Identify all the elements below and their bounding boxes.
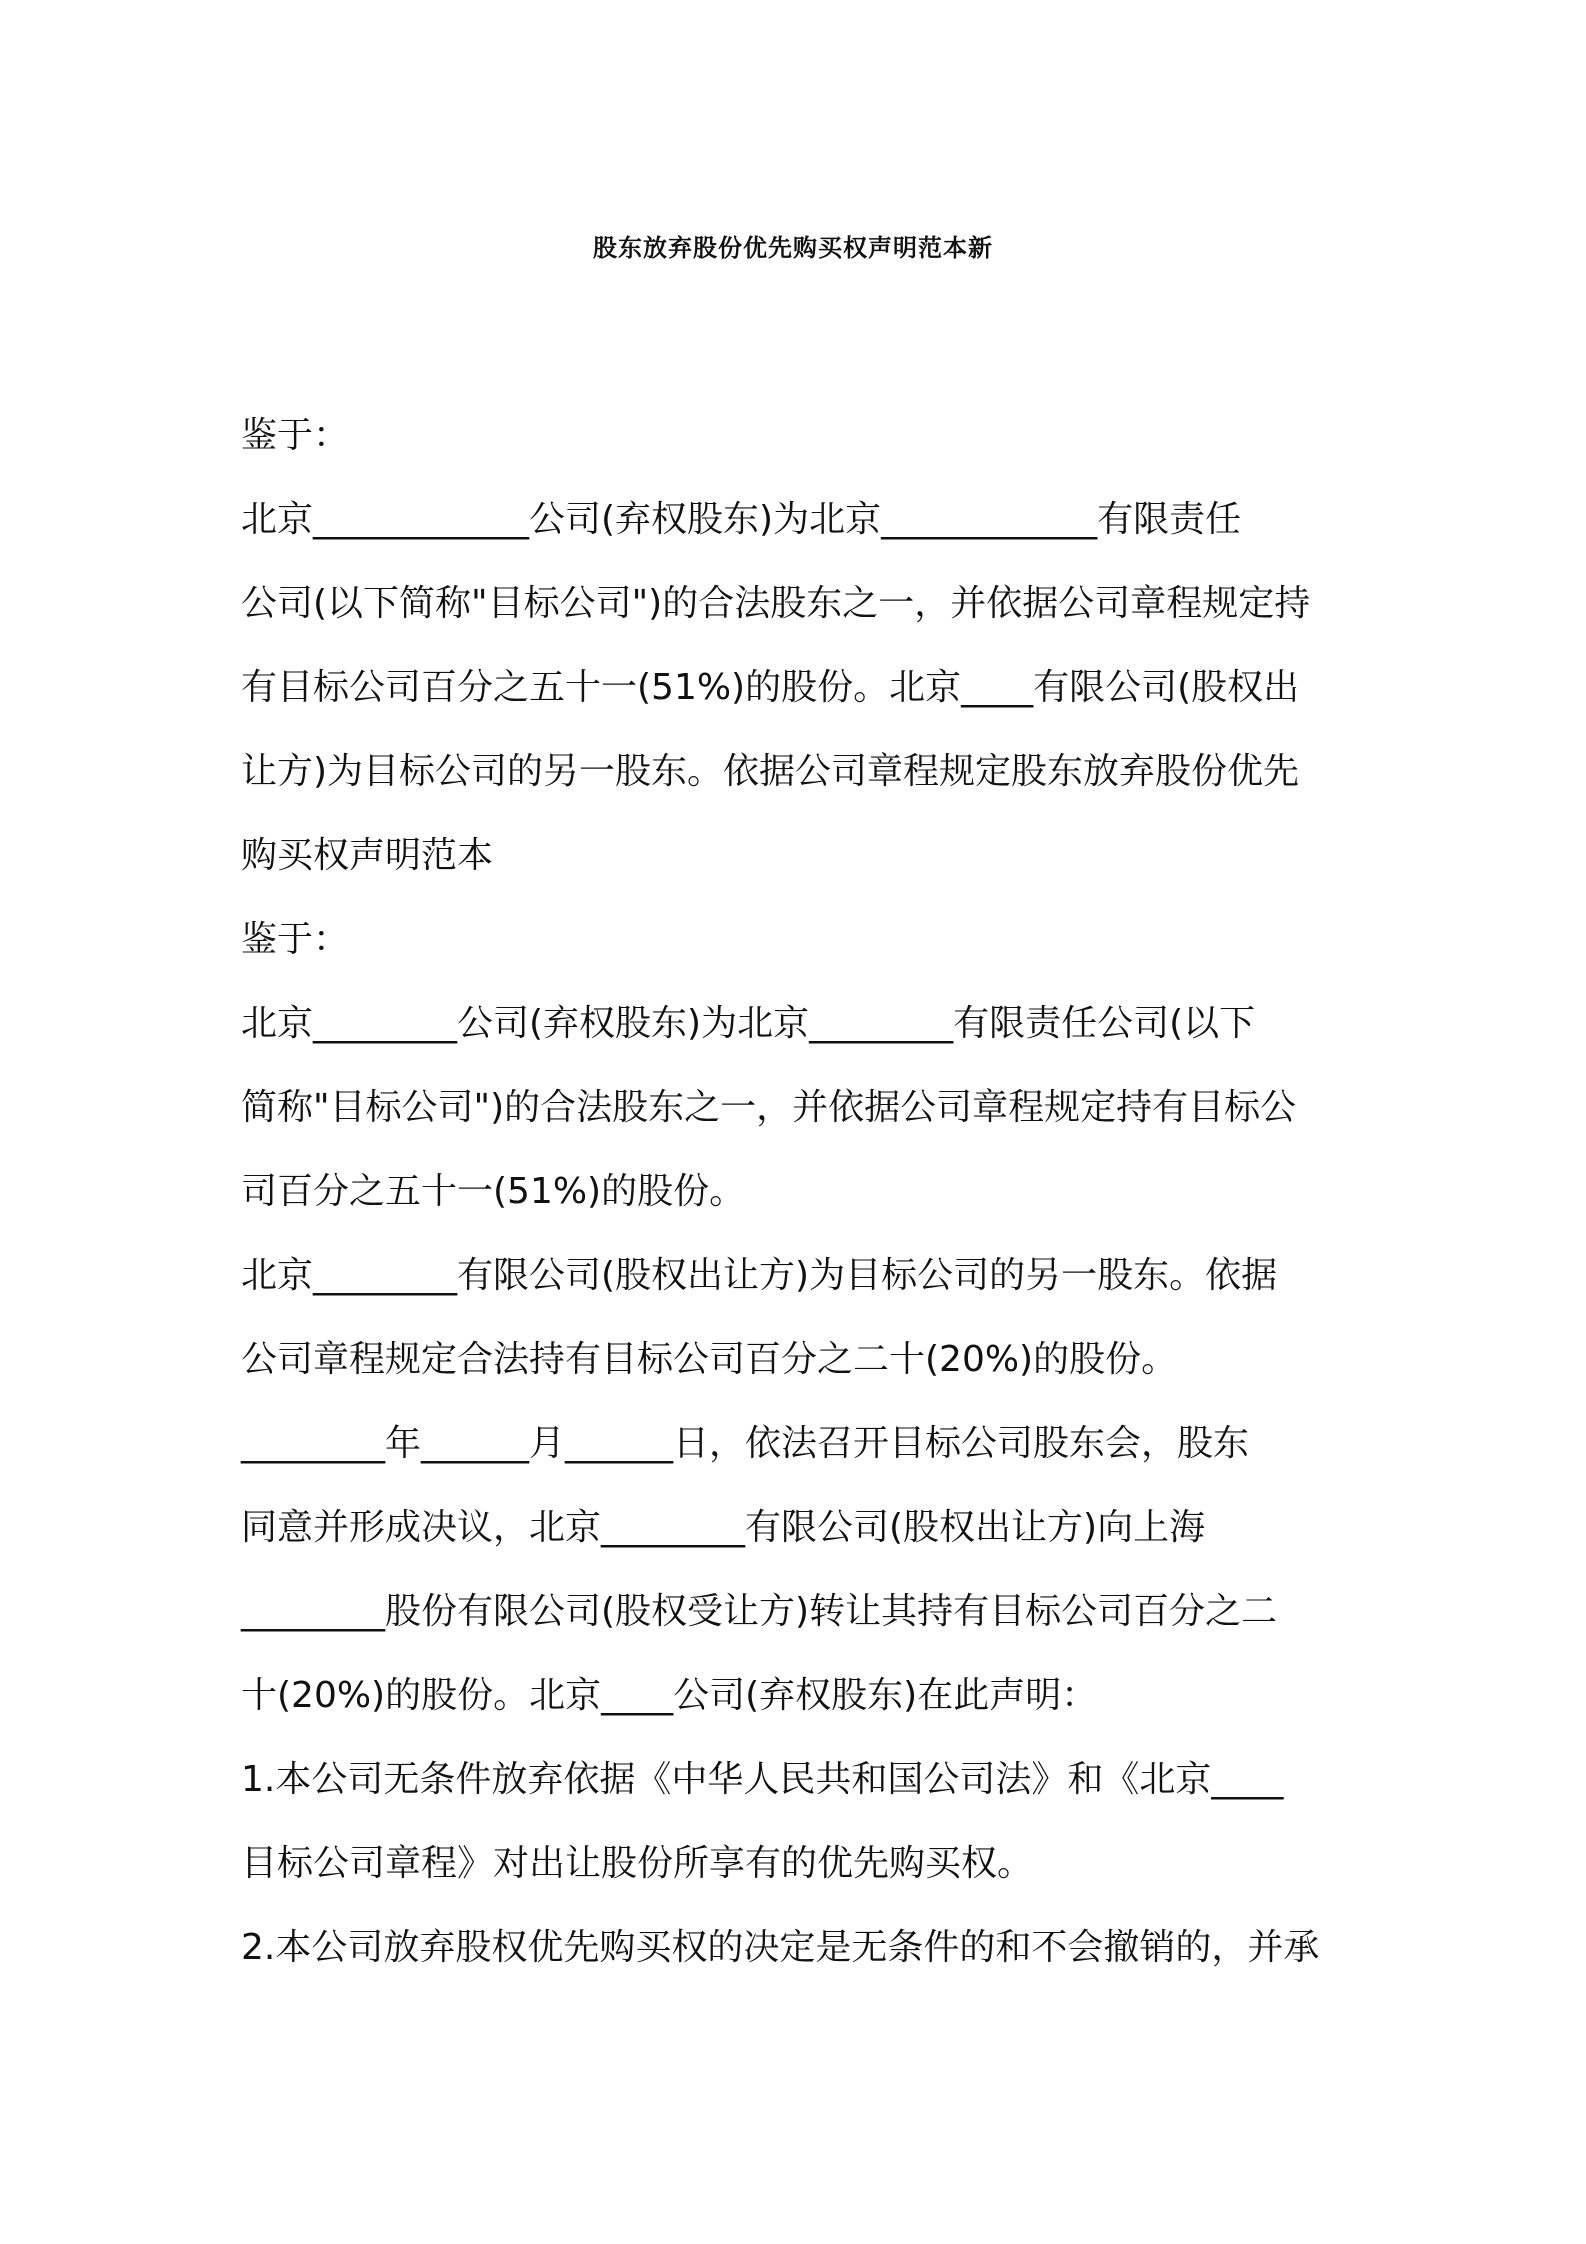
paragraph-line: 公司章程规定合法持有目标公司百分之二十(20%)的股份。 [241,1339,1178,1380]
paragraph-line: 有目标公司百分之五十一(51%)的股份。北京____有限公司(股权出 [241,667,1300,708]
paragraph-line: 北京________有限公司(股权出让方)为目标公司的另一股东。依据 [241,1255,1278,1296]
paragraph-line: 公司(以下简称"目标公司")的合法股东之一，并依据公司章程规定持 [241,583,1311,624]
paragraph-line: ________股份有限公司(股权受让方)转让其持有目标公司百分之二 [241,1591,1278,1632]
paragraph-line: 北京____________公司(弃权股东)为北京____________有限责任 [241,499,1242,540]
paragraph-line: 鉴于： [241,919,350,960]
document-title: 股东放弃股份优先购买权声明范本新 [593,234,993,262]
paragraph-line: 十(20%)的股份。北京____公司(弃权股东)在此声明： [241,1675,1098,1716]
paragraph-line: 北京________公司(弃权股东)为北京________有限责任公司(以下 [241,1003,1256,1044]
paragraph-line: 简称"目标公司")的合法股东之一，并依据公司章程规定持有目标公 [241,1087,1297,1128]
paragraph-line: 购买权声明范本 [241,835,494,876]
paragraph-line: 司百分之五十一(51%)的股份。 [241,1171,746,1212]
paragraph-line: ________年______月______日，依法召开目标公司股东会，股东 [241,1423,1250,1464]
paragraph-line: 同意并形成决议，北京________有限公司(股权出让方)向上海 [241,1507,1206,1548]
paragraph-line: 2.本公司放弃股权优先购买权的决定是无条件的和不会撤销的，并承 [241,1927,1320,1968]
paragraph-line: 1.本公司无条件放弃依据《中华人民共和国公司法》和《北京____ [241,1759,1284,1800]
paragraph-line: 让方)为目标公司的另一股东。依据公司章程规定股东放弃股份优先 [241,751,1300,792]
paragraph-line: 目标公司章程》对出让股份所享有的优先购买权。 [241,1843,1034,1884]
paragraph-line: 鉴于： [241,415,350,456]
